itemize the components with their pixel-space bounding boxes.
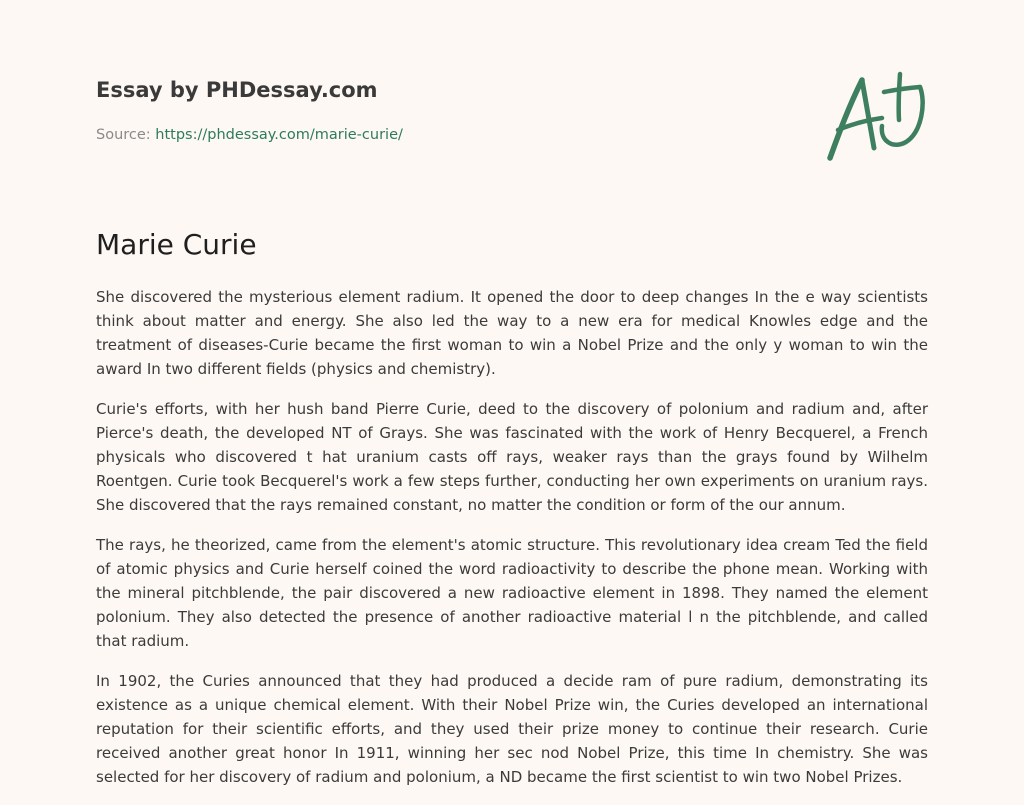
essay-paragraph: Curie's efforts, with her hush band Pierre Curie, deed to the discovery of polonium and radium and, after Pierce's death, the developed NT of Grays. She was fascinated with the work of Henry Becquerel, a French physicals who discovered t hat uranium casts off rays, weaker rays than the grays found by Wilhelm Roentgen. Curie took Becquerel's work a few steps further, conducting her own experiments on uranium rays. She discovered that the rays remained constant, no matter the condition or form of the our annum. bbox=[96, 400, 928, 514]
source-link[interactable]: https://phdessay.com/marie-curie/ bbox=[155, 127, 403, 143]
a-plus-grade-icon bbox=[822, 68, 928, 164]
source-label: Source: bbox=[96, 127, 151, 143]
brand-title: Essay by PHDessay.com bbox=[96, 78, 378, 102]
essay-title: Marie Curie bbox=[96, 228, 257, 261]
essay-paragraph: The rays, he theorized, came from the element's atomic structure. This revolutionary idea cream Ted the field of atomic physics and Curie herself coined the word radioactivity to describe the phone mean. Working with the mineral pitchblende, the pair discovered a new radioactive element in 1898. They named the element polonium. They also detected the presence of another radioactive material l n the pitchblende, and called that radium. bbox=[96, 536, 928, 650]
source-line bbox=[96, 125, 696, 145]
essay-paragraph: She discovered the mysterious element radium. It opened the door to deep changes In the e way scientists think about matter and energy. She also led the way to a new era for medical Knowles edge and the treatment of diseases-Curie became the first woman to win a Nobel Prize and the only y woman to win the award In two different fields (physics and chemistry). bbox=[96, 288, 928, 378]
essay-body bbox=[96, 285, 928, 805]
essay-header bbox=[96, 74, 696, 145]
essay-paragraph: In 1902, the Curies announced that they had produced a decide ram of pure radium, demonstrating its existence as a unique chemical element. With their Nobel Prize win, the Curies developed an international reputation for their scientific efforts, and they used their prize money to continue their research. Curie received another great honor In 1911, winning her sec nod Nobel Prize, this time In chemistry. She was selected for her discovery of radium and polonium, a ND became the first scientist to win two Nobel Prizes. bbox=[96, 672, 928, 786]
